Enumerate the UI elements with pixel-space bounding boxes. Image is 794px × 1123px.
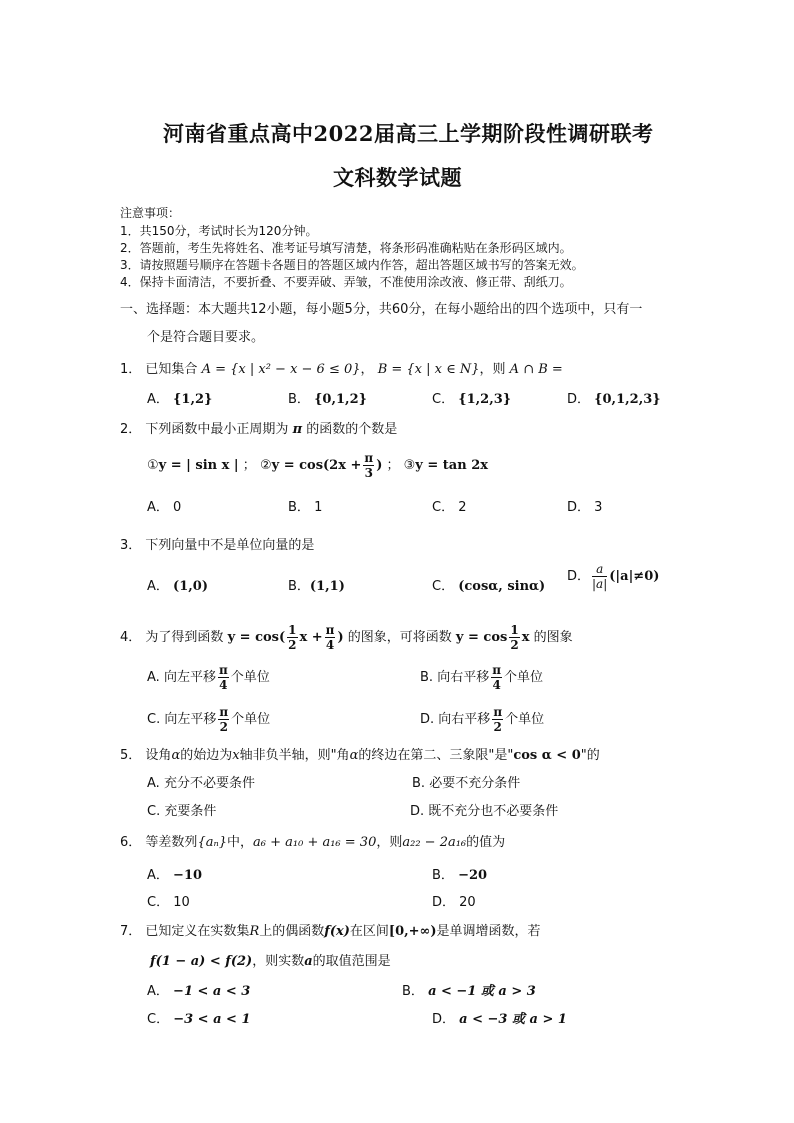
question-number: 4． — [120, 630, 142, 645]
question-text: ，则 — [479, 362, 506, 377]
math-expr: A ∩ B = — [509, 362, 563, 377]
option-label: D． — [432, 895, 456, 910]
notes-heading: 注意事项： — [120, 206, 181, 220]
option-value: a < −3 或 a > 1 — [459, 1012, 567, 1027]
math-func-pre: y = cos( — [227, 630, 286, 645]
fraction-denominator: 4 — [492, 678, 501, 692]
option-value: 必要不充分条件 — [429, 776, 521, 791]
fraction-numerator: π — [493, 705, 503, 719]
question-text: 的函数的个数是 — [306, 422, 398, 437]
math-sequence: {aₙ} — [197, 835, 227, 850]
option-label: B. — [412, 776, 426, 791]
question-6 — [120, 831, 505, 850]
option-label: A． — [147, 868, 169, 883]
math-a: a — [304, 954, 313, 969]
math-func-post: x — [521, 630, 530, 645]
fraction-numerator: π — [218, 663, 228, 677]
punct: ， — [360, 362, 374, 377]
question-number: 3． — [120, 538, 142, 553]
option-text: 个单位 — [505, 712, 545, 727]
math-func-post: ) — [337, 630, 344, 645]
math-equation: a₆ + a₁₀ + a₁₆ = 30 — [253, 835, 377, 850]
question-7-cont — [150, 950, 391, 969]
option-label: B． — [288, 500, 310, 515]
option-d[interactable] — [432, 1008, 567, 1027]
fraction-numerator: π — [219, 705, 229, 719]
question-number: 5． — [120, 748, 142, 763]
option-a[interactable] — [147, 772, 255, 791]
option-value: 0 — [173, 500, 182, 515]
question-2 — [120, 418, 397, 437]
option-c[interactable] — [147, 891, 190, 910]
function-3: y = tan 2x — [415, 458, 488, 473]
exam-subtitle: 文科数学试题 — [333, 165, 462, 190]
option-value: a < −1 或 a > 3 — [428, 984, 536, 999]
fraction-numerator: 1 — [510, 623, 519, 637]
section-heading-line2: 个是符合题目要求。 — [147, 330, 265, 345]
math-pi: π — [292, 422, 303, 437]
fraction-numerator: 1 — [288, 623, 297, 637]
question-text: 的取值范围是 — [312, 954, 391, 969]
option-value: 2 — [458, 500, 467, 515]
question-text: 已知定义在实数集 — [145, 924, 250, 939]
question-text: 的始边为 — [180, 748, 233, 763]
option-a[interactable] — [147, 388, 212, 407]
option-c[interactable] — [432, 388, 511, 407]
option-label: D． — [567, 392, 591, 407]
option-value: (cosα, sinα) — [458, 579, 546, 594]
fraction-denominator: 2 — [510, 638, 519, 652]
option-b[interactable] — [288, 388, 367, 407]
option-b[interactable] — [432, 864, 487, 883]
option-value: 既不充分也不必要条件 — [428, 804, 559, 819]
question-number: 7． — [120, 924, 142, 939]
option-c[interactable] — [432, 575, 545, 594]
option-condition: (|a|≠0) — [609, 569, 660, 584]
question-text: 下列函数中最小正周期为 — [145, 422, 289, 437]
function-1: y = | sin x | — [158, 458, 239, 473]
option-value: {0,1,2} — [314, 392, 367, 407]
section-heading-line1: 一、选择题：本大题共12小题，每小题5分，共60分，在每小题给出的四个选项中，只有一 — [120, 302, 643, 317]
option-label: C． — [432, 579, 455, 594]
option-value: 充分不必要条件 — [163, 776, 255, 791]
option-value: 1 — [314, 500, 323, 515]
fraction-denominator: 4 — [219, 678, 228, 692]
option-value: 充要条件 — [164, 804, 217, 819]
option-a[interactable] — [147, 575, 208, 594]
question-text: 的图象 — [533, 630, 573, 645]
math-interval: [0,+∞) — [388, 924, 437, 939]
option-a[interactable] — [147, 496, 181, 515]
fraction-denominator: 2 — [219, 720, 228, 734]
question-text: 上的偶函数 — [259, 924, 325, 939]
fraction-denominator: 3 — [364, 466, 373, 480]
option-label: D. — [410, 804, 425, 819]
option-value: −3 < a < 1 — [173, 1012, 251, 1027]
math-func-pre: y = cos — [455, 630, 508, 645]
option-b[interactable] — [420, 664, 543, 691]
option-text: 个单位 — [504, 670, 544, 685]
fraction-denominator: 4 — [325, 638, 335, 652]
circled-3: ③ — [403, 458, 416, 473]
math-inequality: f(1 − a) < f(2) — [150, 954, 253, 969]
option-label: D． — [432, 1012, 456, 1027]
note-item: 2．答题前，考生先将姓名、准考证号填写清楚，将条形码准确粘贴在条形码区域内。 — [120, 241, 572, 255]
circled-1: ① — [147, 458, 159, 473]
option-value: 10 — [173, 895, 190, 910]
exam-title: 河南省重点高中2022届高三上学期阶段性调研联考 — [163, 121, 654, 146]
math-fx: f(x) — [324, 924, 350, 939]
option-b[interactable] — [288, 575, 345, 594]
option-value: −10 — [173, 868, 203, 883]
option-label: A. — [147, 776, 160, 791]
question-1 — [120, 358, 563, 377]
question-text: 轴非负半轴，则"角 — [239, 748, 350, 763]
option-text: 向右平移 — [438, 712, 491, 727]
option-c[interactable] — [432, 496, 467, 515]
option-value: {0,1,2,3} — [594, 392, 661, 407]
option-c[interactable] — [147, 706, 270, 733]
fraction-numerator: π — [492, 663, 502, 677]
option-a[interactable] — [147, 664, 270, 691]
option-label: C. — [147, 804, 161, 819]
option-label: C． — [147, 1012, 170, 1027]
option-value: −20 — [458, 868, 488, 883]
option-label: A． — [147, 579, 169, 594]
question-4 — [120, 624, 573, 651]
question-text: 是单调增函数，若 — [436, 924, 541, 939]
question-text: ，则实数 — [252, 954, 305, 969]
option-label: B． — [288, 579, 310, 594]
question-text: "的 — [580, 748, 600, 763]
option-label: C． — [432, 392, 455, 407]
option-a[interactable] — [147, 980, 250, 999]
note-item: 1．共150分，考试时长为120分钟。 — [120, 224, 318, 238]
option-text: 向右平移 — [437, 670, 490, 685]
question-text: 等差数列 — [145, 835, 198, 850]
math-set-b: B = {x | x ∈ N} — [377, 362, 480, 377]
fraction-denominator: 2 — [493, 720, 502, 734]
math-alpha: α — [171, 748, 181, 763]
fraction-numerator: π — [364, 451, 374, 465]
question-5 — [120, 744, 600, 763]
question-text: 为了得到函数 — [145, 630, 224, 645]
option-d[interactable] — [567, 496, 602, 515]
option-label: D． — [567, 569, 591, 584]
option-c[interactable] — [147, 1008, 251, 1027]
question-text: 的图象，可将函数 — [347, 630, 452, 645]
math-r: R — [249, 924, 260, 939]
option-d[interactable] — [420, 706, 544, 733]
option-value: −1 < a < 3 — [173, 984, 251, 999]
option-value: {1,2,3} — [458, 392, 512, 407]
question-text: 在区间 — [349, 924, 389, 939]
option-text: 向左平移 — [164, 712, 217, 727]
fraction-denominator: 2 — [288, 638, 297, 652]
question-text: 的终边在第二、三象限"是" — [358, 748, 514, 763]
note-item: 4．保持卡面清洁，不要折叠、不要弄破、弄皱，不准使用涂改液、修正带、刮纸刀。 — [120, 275, 572, 289]
option-label: B． — [288, 392, 310, 407]
option-value: (1,1) — [309, 579, 345, 594]
option-value: 3 — [594, 500, 603, 515]
question-3 — [120, 534, 314, 553]
question-text: 中， — [227, 835, 254, 850]
fraction-denominator: |a| — [592, 577, 608, 591]
option-b[interactable] — [402, 980, 536, 999]
option-label: D. — [420, 712, 435, 727]
function-2-pre: y = cos(2x + — [271, 458, 362, 473]
question-number: 2． — [120, 422, 142, 437]
circled-2: ② — [259, 458, 272, 473]
option-label: B. — [420, 670, 434, 685]
option-label: A. — [147, 670, 160, 685]
option-label: A． — [147, 500, 169, 515]
math-alpha: α — [349, 748, 359, 763]
option-text: 个单位 — [231, 712, 271, 727]
option-d[interactable] — [567, 563, 659, 590]
question-text: ，则 — [376, 835, 403, 850]
punct: ； — [242, 458, 256, 473]
option-b[interactable] — [412, 772, 520, 791]
option-label: C． — [147, 895, 170, 910]
option-value: (1,0) — [173, 579, 208, 594]
note-item: 3．请按照题号顺序在答题卡各题目的答题区域内作答，超出答题区域书写的答案无效。 — [120, 258, 584, 272]
option-a[interactable] — [147, 864, 202, 883]
q2-functions — [147, 452, 488, 479]
option-label: A． — [147, 984, 169, 999]
question-text: 的值为 — [466, 835, 506, 850]
option-b[interactable] — [288, 496, 322, 515]
option-label: D． — [567, 500, 591, 515]
question-text: 下列向量中不是单位向量的是 — [145, 538, 315, 553]
math-set-a: A = {x | x² − x − 6 ≤ 0} — [201, 362, 361, 377]
option-label: B． — [402, 984, 424, 999]
option-text: 个单位 — [230, 670, 270, 685]
math-func-mid: x + — [299, 630, 323, 645]
question-number: 6． — [120, 835, 142, 850]
option-d[interactable] — [432, 891, 476, 910]
question-number: 1． — [120, 362, 142, 377]
option-text: 向左平移 — [163, 670, 216, 685]
option-value: 20 — [459, 895, 476, 910]
math-condition: cos α < 0 — [513, 748, 581, 763]
option-d[interactable] — [567, 388, 661, 407]
question-7 — [120, 920, 541, 939]
option-label: A． — [147, 392, 169, 407]
question-text: 设角 — [145, 748, 172, 763]
option-label: C． — [432, 500, 455, 515]
punct: ； — [386, 458, 400, 473]
math-x: x — [232, 748, 240, 763]
option-label: B． — [432, 868, 454, 883]
math-expression: a₂₂ − 2a₁₆ — [402, 835, 467, 850]
option-d[interactable] — [410, 800, 558, 819]
question-text: 已知集合 — [145, 362, 198, 377]
option-c[interactable] — [147, 800, 216, 819]
fraction-numerator: π — [325, 623, 335, 637]
fraction-numerator: a — [592, 563, 607, 577]
option-value: {1,2} — [173, 392, 213, 407]
option-label: C. — [147, 712, 161, 727]
function-2-post: ) — [376, 458, 383, 473]
